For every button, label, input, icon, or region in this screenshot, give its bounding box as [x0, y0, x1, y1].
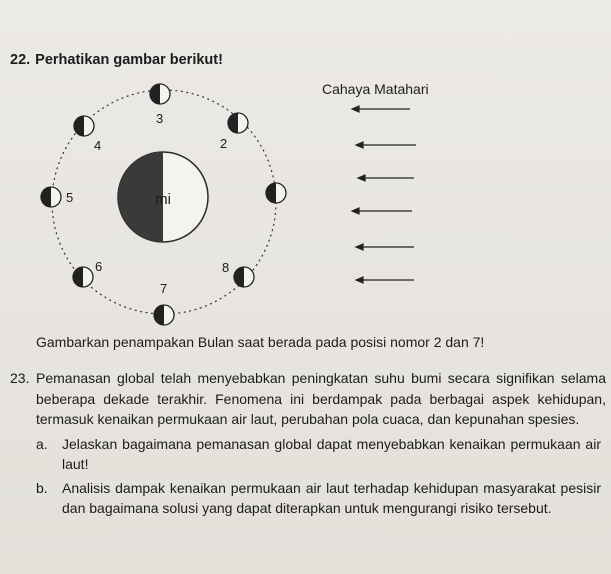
moon-2 [228, 113, 248, 133]
position-label-3: 3 [156, 111, 164, 126]
question-22-caption: Gambarkan penampakan Bulan saat berada pada posisi nomor 2 dan 7! [36, 334, 485, 350]
question-23-number: 23. [10, 370, 30, 386]
moon-3 [150, 84, 170, 104]
subquestion-b [36, 478, 601, 519]
sunlight-arrows [352, 106, 416, 283]
subquestion-a-letter: a. [36, 435, 48, 452]
question-22-number: 22. [10, 52, 31, 68]
question-22-text: Perhatikan gambar berikut! [35, 52, 223, 68]
question-23-text: Pemanasan global telah menyebabkan peningkatan suhu bumi secara signifikan selama beberapa dekade terakhir. Fenomena ini berdampak pada berbagai aspek kehidupan, termasuk kenaikan permukaan air laut, perubahan pola cuaca, dan kepunahan spesies. [36, 370, 606, 427]
position-label-2: 2 [220, 136, 228, 151]
position-label-7: 7 [160, 281, 168, 296]
moon-6 [73, 267, 93, 287]
position-label-6: 6 [95, 259, 103, 274]
position-label-1: 1 [268, 186, 276, 201]
sunlight-arrow [356, 244, 414, 250]
sunlight-arrow [352, 208, 412, 214]
earth-label: mi [155, 191, 171, 208]
sunlight-arrow [352, 106, 410, 112]
question-23 [10, 368, 606, 519]
subquestion-b-text: Analisis dampak kenaikan permukaan air laut terhadap kehidupan masyarakat pesisir dan bagaimana solusi yang dapat diterapkan untuk mengurangi risiko tersebut. [62, 479, 601, 516]
sunlight-arrow [356, 142, 416, 148]
moon-8 [234, 267, 254, 287]
subquestion-a-text: Jelaskan bagaimana pemanasan global dapat menyebabkan kenaikan permukaan air laut! [62, 435, 601, 472]
moon-4 [74, 116, 94, 136]
moon-7 [154, 305, 174, 325]
sunlight-label: Cahaya Matahari [322, 81, 429, 97]
earth [118, 152, 208, 242]
position-label-4: 4 [94, 138, 102, 153]
subquestion-a [36, 434, 601, 475]
sunlight-arrow [358, 175, 414, 181]
sunlight-arrow [356, 277, 414, 283]
position-label-5: 5 [66, 190, 74, 205]
moon-5 [41, 187, 61, 207]
subquestion-b-letter: b. [36, 479, 48, 496]
position-label-8: 8 [222, 260, 230, 275]
